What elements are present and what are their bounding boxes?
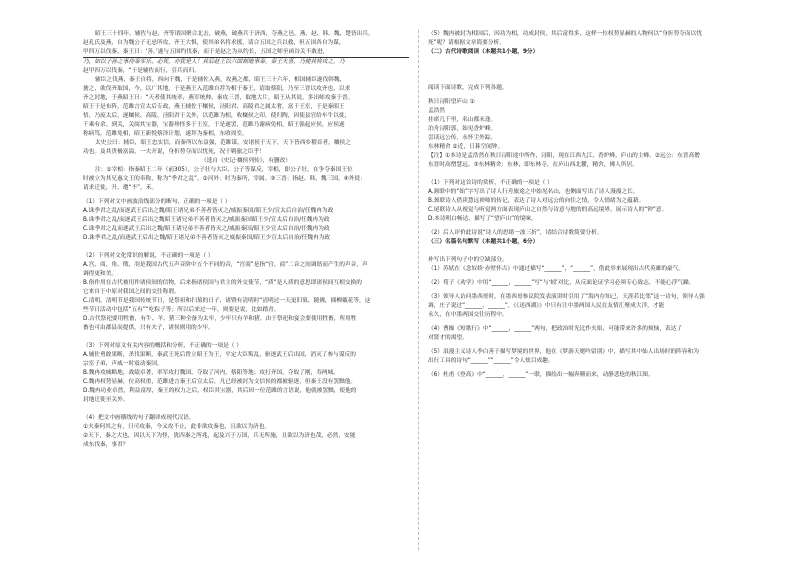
left-text-line: 齐之封地，于燕昭王曰：“天者使其统率，燕军统帅，秦攻三晋，取地大片，昭王从其说，多出师攻秦于晋。 (83, 95, 354, 101)
left-text-line: （1）下列对文中画波浪线部分的断句，正确的一项是（ ） (83, 199, 231, 205)
left-text-line: 昭王三十四年，辅佐与赵、齐等诸国聚合北击，破燕，破燕兵于济西，夺燕之邑，燕、赵、韩、魏、楚皆出兵。 (95, 31, 374, 37)
left-text-line: A.辅佐勇敢果断，杀伐果断，秦武王死后曾立昭王为王，平定大臣叛乱，驱逐武王后出国，消灭了参与谋反的 (83, 352, 356, 358)
right-text-line: （2）荀子《劝学》中用“______，______”写“与‘蚓’对比，从反面论证学习必须专心致志，不能心浮气躁。 (428, 280, 695, 286)
left-column (83, 30, 409, 555)
right-text-line: （1）苏轼在《念奴娇·赤壁怀古》中通过描写“______”，“______”，借此举来展现出古代英雄的豪气。 (428, 266, 685, 272)
right-text-line: 【注】①本诗是孟浩然在秋日浔阳途中所作，浔阳，现在江西九江，香炉峰，庐山的主峰。②远公：东晋高僧 (428, 153, 700, 159)
right-text-line: （5）浪漫主义诗人李白善于描写梦境的世界，他在《梦游天姥吟留别》中，描写其中仙人出场时的阵容和为 (428, 349, 699, 355)
right-text-line: 死”呢？请根据文章简要分析。 (428, 40, 505, 46)
left-text-line: 时被立为其兄惠文王的奉称，称为“季君之乱”。②河外：时为秦所，宰属。③三晋：指赵、韩、魏三国。④外徙： (83, 176, 366, 182)
left-text-line: ②天下，秦之大也，因以天下为怪，犹四秦之所兆，起及兴于万国，兵无所施，且欲以为济也哉，必然，安能 (83, 433, 356, 439)
right-text-line (428, 170, 753, 179)
right-text-line: 永久，在中墨两国交往历程中。 (428, 312, 508, 318)
right-text-line: 挂席几千里，名山都未逢。 (428, 117, 497, 123)
right-text-line: A.颔联中的“始”字写出了诗人行舟旅途之中始见名山，也侧面写出了诗人漫漫之长。 (428, 189, 639, 195)
left-text-line: 功也。及其贵极富溢，一夫开说，身折势夺而以忧死，况于羁旅之臣乎！ (83, 149, 265, 155)
left-text-line: 调得更和美。 (83, 271, 118, 277)
left-text-line: 注：①宰相：指秦昭王二年（前305），公子壮与大臣、公子等谋反，宰相，即公子壮，在争夺秦国王位 (95, 167, 353, 173)
right-text-line: 泊舟浔阳郭，始见香炉峰。 (428, 126, 497, 132)
left-text-line: 畜也可由郡县而提供，只有夫子，诸侯则用的少牢。 (83, 325, 214, 331)
right-text-line: （3）领导人访问墨西哥时，在墨西哥参议院发表演讲时引用了“海内存知己，天涯若比邻”这一诗句，领导人强 (428, 294, 705, 300)
left-text-line: 赵孔氏及燕，自为魏公子无忌所攻，齐王大惧，使其弟名将求援，请合五国之兵以救，但五国各自为谋， (83, 40, 345, 46)
left-text-line: 太史公曰：辅臣，昭王忠实信，而秦所以东益强，范睢谋，安诸侯于天下，天下皆西乡稽首者，穰侯之 (95, 140, 351, 146)
left-text-line: 千乘有余。到关，关阅其宝器，宝器珍怪多于王室，于是遂罢，范雎乃谢病免相，昭王强起应侯，应侯遂 (83, 122, 345, 128)
right-text-line: （2）后人评价此诗说“诗人的思绪一波三折”，请结合诗歌简要分析。 (428, 230, 603, 236)
right-text-line: （1）下列对这首诗的赏析，不正确的一项是（ ） (428, 180, 553, 186)
left-text-line: B.魏冉攻城略地，战绩卓著，率军攻打魏国，夺取了河内，蔡阳等地；攻打齐国，夺取了刚，寿两城。 (83, 370, 339, 376)
right-text-line: 东晋时高僧慧远。③东林精舍：东林，即东林寺，在庐山西北麓，精舍，佛人所居。 (428, 162, 638, 168)
left-text-line (83, 405, 409, 414)
right-text-line: 对贤才的渴望。 (428, 335, 468, 341)
left-text-line: 甲四万以伐秦，秦王曰：‘善。’遂与五国约伐秦，而于是赵之为从约长，五国之师至函谷关不敢进， (83, 48, 409, 58)
right-text-line (428, 57, 753, 66)
left-text-line (83, 243, 409, 252)
right-text-line: B.颈联诗人借读慧远禅师的传记，表达了诗人对远公的向往之情，令人情绪为之蕴藉。 (428, 198, 645, 204)
left-text-line: D.诛季君之乱/而逐武王后出之魏/昭王诸兄弟不善者皆灭之威振秦国/昭王少宣太后自治/任魏冉为政 (83, 235, 331, 241)
column-divider (418, 30, 419, 550)
right-text-line (428, 247, 753, 256)
left-text-line: 封地迁徙至关外。 (83, 397, 129, 403)
right-text-line: （二）古代诗歌阅读（本题共1小题，9分） (428, 49, 539, 55)
left-text-line: （3）下列对原文有关内容的概括和分析，不正确的一项是（ ） (83, 343, 242, 349)
left-text-line: D.古代祭祀要用牲畜，有牛、羊、猪三种全备为太牢，少牢只有羊和猪。由于祭祀和宴会要使用牲畜，所用牲 (83, 316, 357, 322)
left-text-line: 些节日活动中包括“五有”“吃粽子等；所以后来过一年，则要是说，比如踏青。 (83, 307, 280, 313)
left-text-line: （选自《史记·穰侯列传》，有删改） (201, 158, 291, 164)
left-text-line: B.俗作用在古代被用作诸侯间的信物，后来指诸侯国与君主的外交使节，“质”是人质的意思即诸侯间互相交换的 (83, 280, 362, 286)
left-text-line: C.清明，清明节是我国传统节日，是祭祖和扫墓的日子，诸暨有清明时“清明过一天更旧墓，随佛，插柳戴花等，这 (83, 298, 371, 304)
right-text-line: 孟浩然 (428, 108, 446, 114)
left-text-line: 昭王于是布阵，范雎言宣太后专政，燕王辅佐于穰侯，泾阳君、高陵君之属太奢，富于王室，于是秦昭王 (83, 104, 345, 110)
right-text-line: 阅读下面诗歌，完成下列各题。 (428, 85, 508, 91)
right-text-line: 补写出下列句子中的空缺部分。 (428, 257, 508, 263)
right-text-line: 秋日浔阳望庐山 ① (428, 99, 475, 105)
left-text-line (83, 333, 409, 342)
right-text-line: 调，庄子说过“______，______”，《《送西湖》》中只有让中墨两国人民在友情汇聚成大洋，才能 (428, 303, 665, 309)
left-text-line: （2）下列对文化常识的解说，不正确的一项是（ ） (83, 253, 214, 259)
left-text-line: A.诛季君之乱/而逐武王后出之魏/昭王诸兄弟不善者皆灭之/威振秦国/昭王少/宣太后自治/任魏冉为政 (83, 208, 334, 214)
left-text-line: C.魏冉权势显赫，位高权重，范雎进言秦王后宣太后，凡已经被封为文信侯的都被驱逐，但秦王没有罢黜他。 (83, 379, 357, 385)
right-text-line: （5）魏冉被封为相国后，因功为相，功成封侯，其后富得多，这样一位权势显赫的人物何以“身折势夺而以忧 (428, 31, 702, 37)
left-text-line: ①夫秦何其之有，只可攻秦，今又攻不止，此非欲攻秦也，且欲以为济也。 (83, 424, 271, 430)
right-text-line: 出行工具的诗句“______”“______”令人炫目成趣。 (428, 358, 554, 364)
right-text-line: （三）名篇名句默写（本题共1小题，6分） (428, 239, 539, 245)
left-text-line: 它来自于中原对我国之间的交往称谓。 (83, 289, 180, 295)
left-text-line: 乃，如以子孙之事侍秦军乐，必死，亦犹是人！其后赵王以六国割地事秦，秦王大喜，乃使其将攻之，乃 (83, 59, 345, 65)
right-text-line: （6）杜甫《登高》中“______，______”一联，描绘出一幅奔腾而来，动静悲怆的秋江图。 (428, 372, 654, 378)
left-text-line: D.魏冉功业卓然，利益富厚，秦王的权力之后，权臣其宝器，其后因一位范雎的言语说，他就被罢黜，使他的 (83, 388, 357, 394)
left-text-line: B.诛季君之乱/而逐武王后出之魏昭王诸兄弟不善者皆灭之/威振秦国昭王少/宣太后自治/任魏冉为政 (83, 217, 330, 223)
left-text-line: 辅臣之伐燕，秦王自将，西向于魏，于是辅佐入燕，攻燕之都，昭王三十六年，相国辅臣遂伐韩魏， (95, 77, 346, 83)
left-text-line: 宗室子弟，声威一时震动秦国。 (83, 361, 163, 367)
left-text-line: （4）把文中画横线的句子翻译成现代汉语。 (83, 415, 195, 421)
left-text-line: 赵甲四万以伐秦，“于是辅佐而行，引兵而归。 (83, 68, 200, 74)
right-text-line: 尝读远公传，永怀尘外踪。 (428, 135, 497, 141)
right-text-line: C.尾联诗人从视觉与听觉两方面表现庐山之自然与诗意与地的的高远境界，展示诗人的“钟”意。 (428, 207, 668, 213)
right-text-line (428, 75, 753, 84)
left-text-line: 悟，乃废太后，逐穰侯、高陵、泾阳君于关外，以范雎为相，收穰侯之印，使归陶，因使县官给车牛以徙， (83, 113, 351, 119)
right-column (428, 30, 753, 555)
left-text-line: 掳之，欲伐齐取国，今，以广其地，于是燕王入范雎自荐为相于秦王，请取蔡阳，乃至三晋以攻齐也，以求 (83, 86, 351, 92)
left-text-line: C.诛季君之乱而逐武王后出之魏/昭王诸兄弟不善者皆灭之/威振秦国/昭王少宣太后自治/任魏冉为政 (83, 226, 330, 232)
left-text-line: 成东伐秦，事君？ (83, 442, 129, 448)
left-text-line: 称病笃，范雎免相，昭王新悦蔡泽计划，遂拜为秦相，东收周室。 (83, 131, 248, 137)
right-text-line (428, 66, 753, 75)
right-text-line: （4）曹操《短歌行》中“______，______”两句，把政治时光比作火焰、可能带来许多的烦恼，表达了 (428, 326, 683, 332)
left-text-line: A.宫、商、角、徵、羽是我国古代五声音阶中五个不同的音，“宫商”是指“宫、商”二音之间调谐而产生的声音，声 (83, 262, 368, 268)
left-text-line: 请求迁徙，升，遭“不”，禾。 (83, 185, 158, 191)
right-text-line: 东林精舍 ②近，日暮空闻钟。 (428, 144, 504, 150)
right-text-line: D.本诗明白畅达、描写了“望庐山”的境味。 (428, 216, 537, 222)
